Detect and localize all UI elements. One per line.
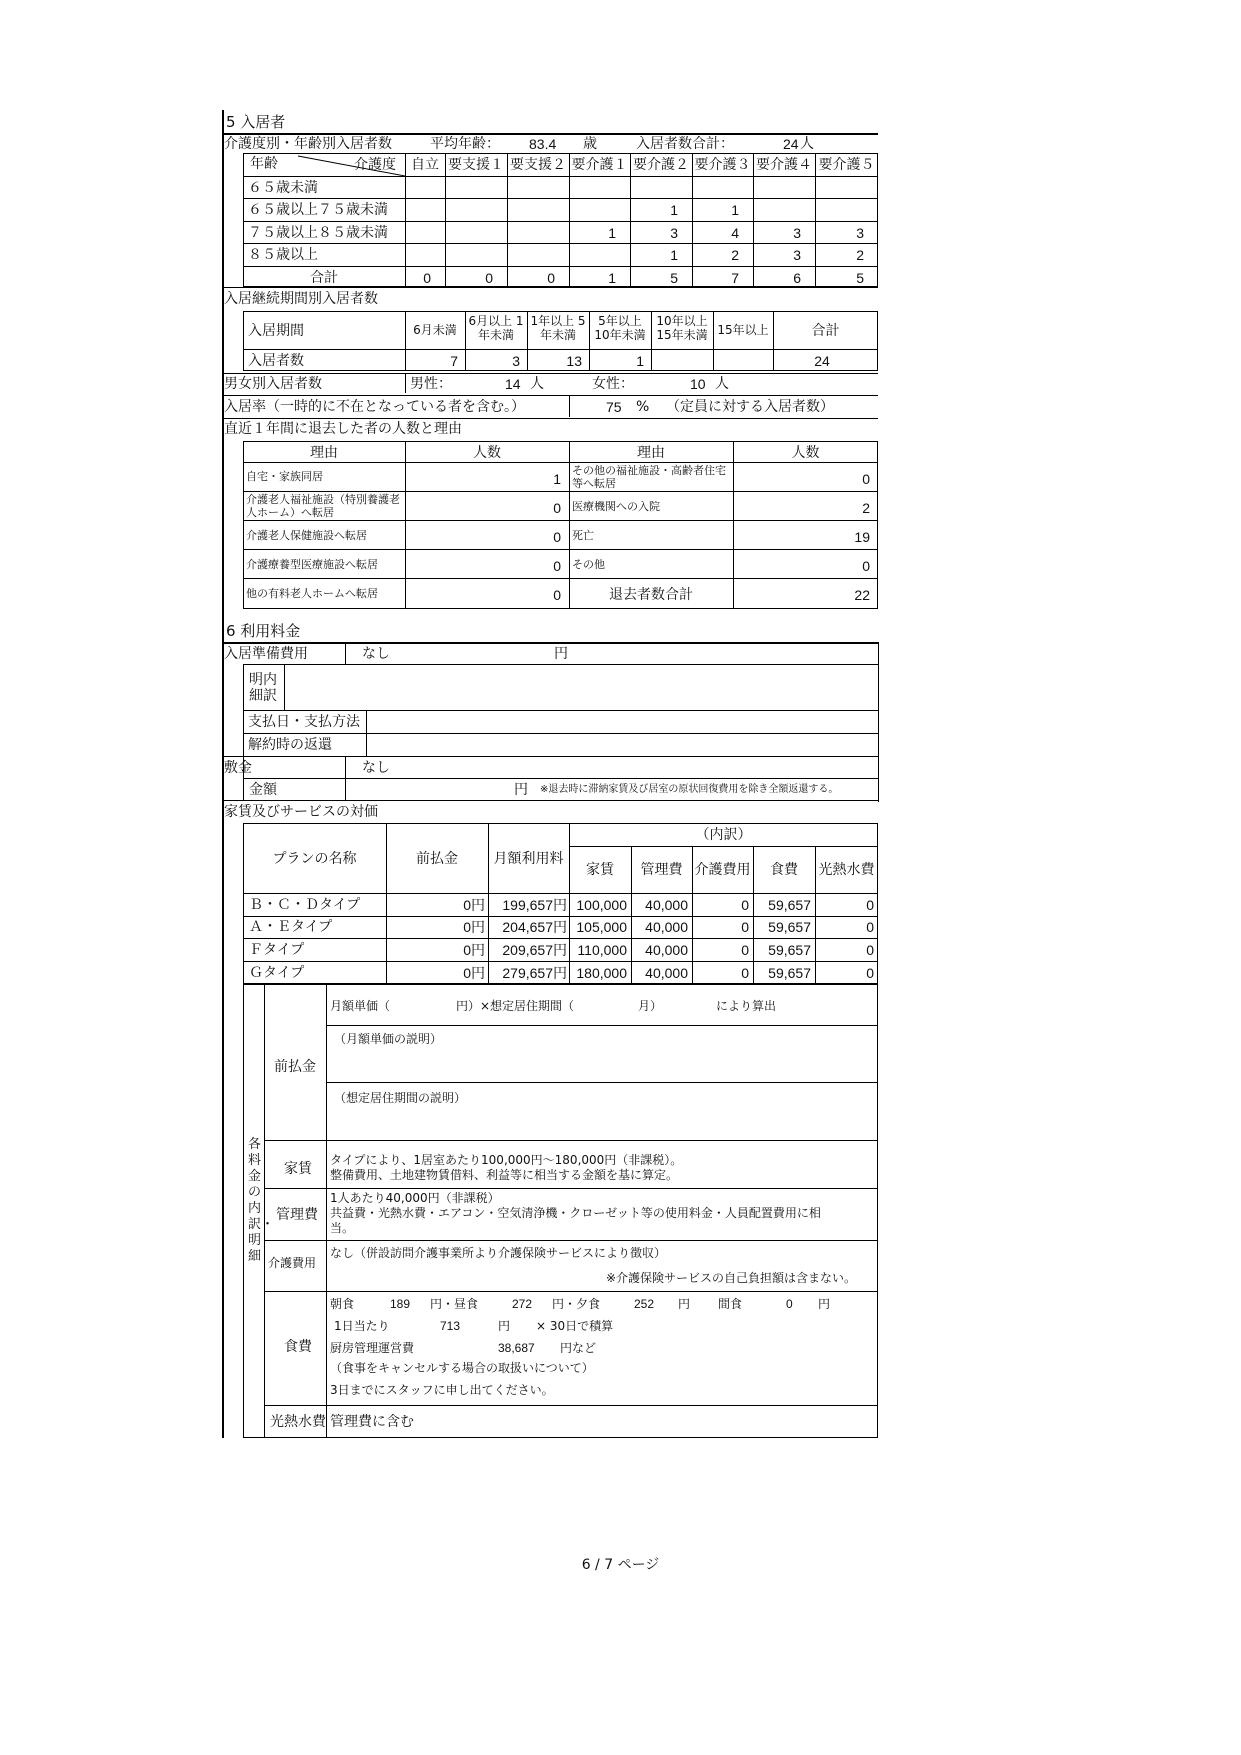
duration-value: 1	[636, 353, 644, 369]
care-row-label: ６５歳未満	[248, 180, 318, 196]
plan-name: Ｇタイプ	[249, 965, 305, 981]
plan-cell: 0	[866, 965, 874, 981]
dinner-price: 252	[634, 1297, 655, 1311]
exit-count: 19	[854, 529, 870, 545]
plan-name: Ｂ・Ｃ・Ｄタイプ	[249, 897, 361, 913]
exit-reason: 退去者数合計	[609, 587, 693, 603]
duration-header: 10年以上 15年未満	[656, 314, 708, 342]
day-price: 713	[440, 1319, 461, 1333]
plan-cell: 0	[741, 897, 749, 913]
duration-header: 合計	[811, 323, 840, 339]
care-cell: 5	[670, 270, 678, 286]
duration-value: 7	[450, 353, 458, 369]
resident-total: 24	[783, 136, 799, 152]
exit-reason: 自宅・家族同居	[246, 470, 323, 483]
plan-cell: 59,657	[768, 919, 811, 935]
plan-cell: 59,657	[768, 942, 811, 958]
duration-value: 13	[566, 353, 582, 369]
care-cell: 0	[547, 270, 555, 286]
exit-count: 2	[862, 500, 870, 516]
kitchen-fee: 38,687	[498, 1341, 535, 1355]
care-header: 要介護２	[633, 157, 689, 173]
prep-pay-label: 支払日・支払方法	[248, 714, 360, 730]
exit-count: 0	[553, 587, 561, 603]
occupancy-label: 入居率（一時的に不在となっている者を含む。）	[224, 399, 525, 415]
care-cell: 3	[793, 225, 801, 241]
plan-prepay: 0円	[463, 942, 485, 958]
duration-header: 5年以上 10年未満	[594, 314, 646, 342]
exits-table	[243, 441, 878, 609]
avg-age: 83.4	[529, 136, 557, 152]
plan-cell: 59,657	[768, 897, 811, 913]
exit-reason: 死亡	[572, 529, 594, 542]
details-util-label: 光熱水費	[270, 1414, 326, 1430]
duration-label: 入居継続期間別入居者数	[224, 291, 378, 307]
care-cell: 3	[856, 225, 864, 241]
care-cell: 0	[423, 270, 431, 286]
exit-count: 0	[553, 529, 561, 545]
prep-detail-label: 明内細訳	[249, 672, 277, 705]
exit-count: 0	[553, 558, 561, 574]
rent-sub-header: 介護費用	[694, 862, 751, 878]
plan-monthly: 279,657円	[502, 965, 567, 981]
exit-count: 0	[553, 500, 561, 516]
care-cell: 4	[731, 225, 739, 241]
prep-value: なし	[362, 646, 390, 662]
care-header: 要介護３	[694, 157, 751, 173]
plan-cell: 0	[866, 942, 874, 958]
female-count: 10	[690, 376, 706, 392]
details-mgmt-label: 管理費	[276, 1207, 318, 1223]
plan-prepay: 0円	[463, 919, 485, 935]
plan-cell: 0	[741, 965, 749, 981]
care-header: 要支援２	[510, 157, 566, 173]
duration-header: 6月以上 1年未満	[468, 314, 524, 342]
exits-label: 直近１年間に退去した者の人数と理由	[224, 421, 462, 437]
care-header: 要介護４	[756, 157, 812, 173]
care-row-label: ８５歳以上	[248, 247, 318, 263]
exit-reason: その他	[572, 558, 605, 571]
care-table-label: 介護度別・年齢別入居者数	[224, 136, 392, 152]
plan-cell: 0	[741, 919, 749, 935]
exit-reason: 介護療養型医療施設へ転居	[246, 558, 378, 571]
care-row-label: ７５歳以上８５歳未満	[248, 225, 388, 241]
plan-cell: 105,000	[576, 919, 627, 935]
care-cell: 2	[856, 247, 864, 263]
care-cell: 2	[731, 247, 739, 263]
care-cell: 1	[608, 225, 616, 241]
plan-cell: 40,000	[645, 919, 688, 935]
plan-monthly: 209,657円	[502, 942, 567, 958]
duration-value: 3	[512, 353, 520, 369]
section-5-title: 5 入居者	[226, 113, 286, 131]
lunch-price: 272	[512, 1297, 533, 1311]
plan-monthly: 199,657円	[502, 897, 567, 913]
duration-header: 1年以上 5年未満	[530, 314, 586, 342]
care-header: 自立	[411, 157, 439, 173]
deposit-value: なし	[362, 760, 390, 776]
prep-refund-label: 解約時の返還	[248, 737, 332, 753]
exit-reason: 他の有料老人ホームへ転居	[246, 587, 378, 600]
exit-count: 0	[862, 471, 870, 487]
exit-reason: その他の福祉施設・高齢者住宅等へ転居	[572, 464, 726, 490]
care-row-label: ６５歳以上７５歳未満	[248, 202, 388, 218]
care-cell: 5	[856, 270, 864, 286]
plan-name: Ａ・Ｅタイプ	[249, 919, 333, 935]
care-row-label: 合計	[310, 270, 338, 286]
details-rent-label: 家賃	[284, 1161, 312, 1177]
plan-prepay: 0円	[463, 897, 485, 913]
plan-name: Ｆタイプ	[249, 942, 305, 958]
care-header: 要介護５	[818, 157, 875, 173]
details-util-value: 管理費に含む	[330, 1414, 414, 1430]
details-food-label: 食費	[284, 1339, 312, 1355]
snack-price: 0	[786, 1297, 793, 1311]
plan-cell: 100,000	[576, 897, 627, 913]
deposit-label: 敷金	[224, 760, 252, 776]
plan-cell: 0	[866, 919, 874, 935]
care-cell: 3	[670, 225, 678, 241]
page-number: 6 / 7 ページ	[581, 1557, 660, 1573]
plan-cell: 40,000	[645, 965, 688, 981]
rent-label: 家賃及びサービスの対価	[224, 804, 378, 820]
rent-sub-header: 家賃	[586, 862, 614, 878]
details-side-label: 各料金の内訳・明細	[248, 1137, 275, 1264]
plan-cell: 40,000	[645, 897, 688, 913]
rent-sub-header: 管理費	[640, 862, 683, 878]
duration-header: 6月未満	[413, 323, 457, 337]
duration-header: 15年以上	[717, 323, 769, 337]
care-cell: 1	[670, 202, 678, 218]
exit-reason: 介護老人保健施設へ転居	[246, 529, 367, 542]
plan-cell: 59,657	[768, 965, 811, 981]
plan-cell: 0	[741, 942, 749, 958]
details-prepay-label: 前払金	[274, 1059, 316, 1075]
plan-cell: 0	[866, 897, 874, 913]
exit-count: 0	[862, 558, 870, 574]
care-cell: 1	[608, 270, 616, 286]
exit-reason: 介護老人福祉施設（特別養護老人ホーム）へ転居	[246, 493, 400, 519]
rent-sub-header: 食費	[770, 862, 798, 878]
care-cell: 0	[485, 270, 493, 286]
exit-count: 1	[553, 471, 561, 487]
prep-label: 入居準備費用	[224, 646, 308, 662]
care-cell: 1	[731, 202, 739, 218]
care-cell: 3	[793, 247, 801, 263]
care-cell: 6	[793, 270, 801, 286]
exit-count: 22	[854, 587, 870, 603]
exit-reason: 医療機関への入院	[572, 500, 660, 513]
gender-label: 男女別入居者数	[224, 376, 322, 392]
care-header: 要介護１	[571, 157, 628, 173]
section-6-title: 6 利用料金	[226, 622, 301, 640]
plan-monthly: 204,657円	[502, 919, 567, 935]
deposit-note: ※退去時に滞納家賃及び居室の原状回復費用を除き全額返還する。	[540, 784, 839, 795]
care-cell: 7	[731, 270, 739, 286]
rent-sub-header: 光熱水費	[818, 862, 875, 878]
duration-value: 24	[814, 353, 830, 369]
plan-cell: 110,000	[577, 942, 627, 958]
occupancy-rate: 75	[606, 399, 622, 415]
care-header: 要支援１	[448, 157, 504, 173]
breakfast-price: 189	[390, 1297, 411, 1311]
plan-prepay: 0円	[463, 965, 485, 981]
plan-cell: 40,000	[645, 942, 688, 958]
plan-cell: 180,000	[576, 965, 627, 981]
care-cell: 1	[670, 247, 678, 263]
male-count: 14	[505, 376, 521, 392]
details-care-label: 介護費用	[268, 1256, 317, 1270]
